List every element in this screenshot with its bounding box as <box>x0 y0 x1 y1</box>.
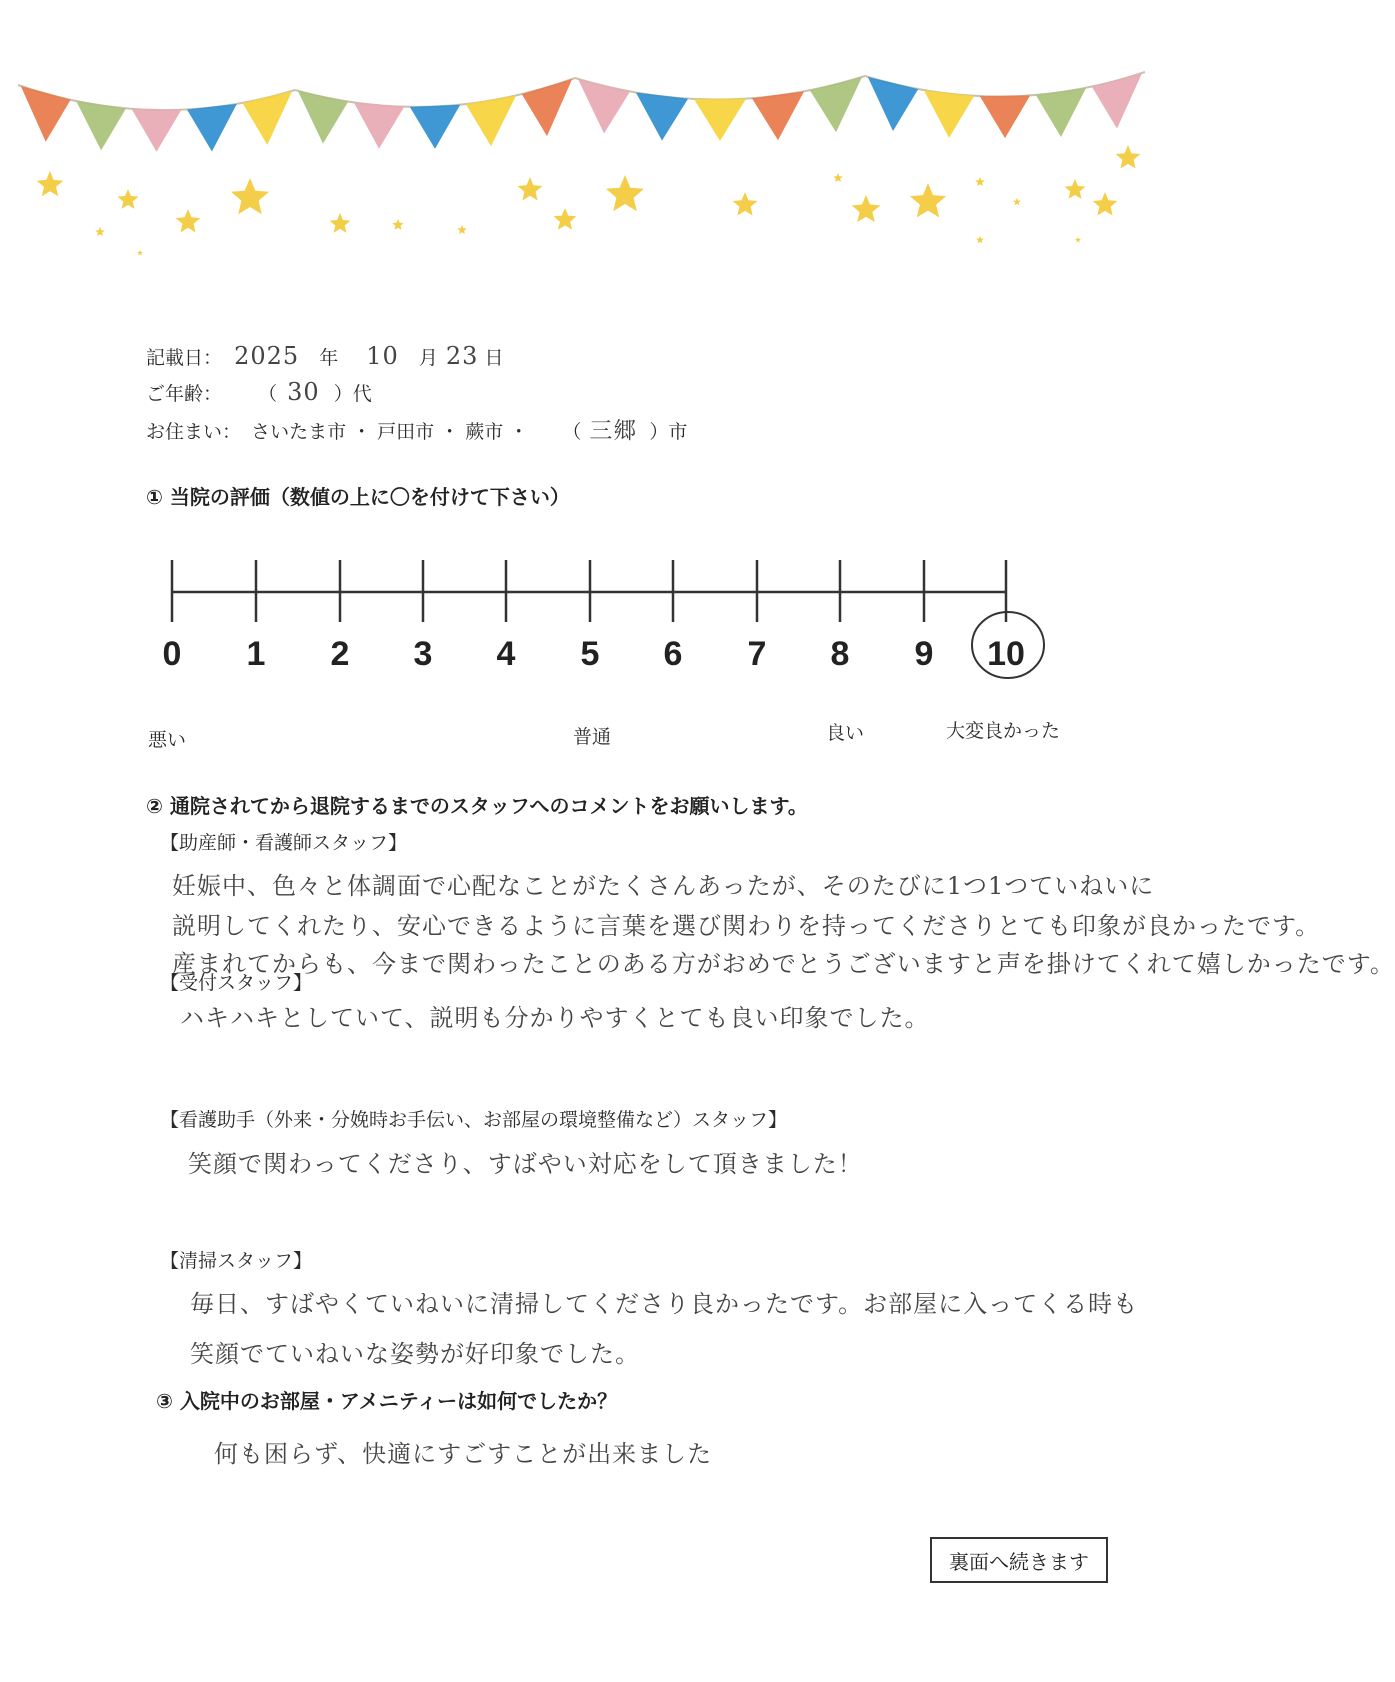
scale-number-4: 4 <box>496 635 516 673</box>
cleaning-comment-line-2: 笑顔でていねいな姿勢が好印象でした。 <box>190 1340 640 1368</box>
scale-number-6: 6 <box>663 635 683 673</box>
scale-label-normal: 普通 <box>573 726 612 748</box>
residence-value: 三郷 <box>589 418 638 444</box>
day-unit: 日 <box>484 347 504 369</box>
residence-label: お住まい： <box>146 421 242 443</box>
scale-number-3: 3 <box>413 635 433 673</box>
reception-label: 【受付スタッフ】 <box>160 972 313 994</box>
midwife-comment-line-3: 産まれてからも、今まで関わったことのある方がおめでとうございますと声を掛けてくれて嬉しかったです。 <box>172 950 1395 978</box>
age-close: ）代 <box>333 383 372 405</box>
scale-number-9: 9 <box>914 635 934 673</box>
midwife-comment-line-1: 妊娠中、色々と体調面で心配なことがたくさんあったが、そのたびに1つ1つていねいに <box>172 872 1155 900</box>
age-label: ご年齢： <box>146 383 223 405</box>
scale-number-7: 7 <box>747 635 767 673</box>
q3-title: ③ 入院中のお部屋・アメニティーは如何でしたか？ <box>156 1389 618 1413</box>
scale-number-0: 0 <box>162 635 182 673</box>
month-value: 10 <box>366 342 399 370</box>
scale-numbers <box>163 635 1025 673</box>
scale-label-bad: 悪い <box>148 729 187 751</box>
scale-number-1: 1 <box>246 635 266 673</box>
rating-scale <box>0 0 1190 760</box>
residence-close: ）市 <box>649 421 688 443</box>
scale-number-5: 5 <box>580 635 600 673</box>
age-open: （ <box>258 383 278 405</box>
cleaning-label: 【清掃スタッフ】 <box>160 1250 313 1272</box>
residence-open: （ <box>562 421 582 443</box>
scale-label-very-good: 大変良かった <box>946 720 1061 742</box>
q1-title: ① 当院の評価（数値の上に〇を付けて下さい） <box>146 485 570 509</box>
assistant-label: 【看護助手（外来・分娩時お手伝い、お部屋の環境整備など）スタッフ】 <box>160 1109 788 1131</box>
midwife-label: 【助産師・看護師スタッフ】 <box>160 832 408 854</box>
scale-label-good: 良い <box>826 722 865 744</box>
reception-comment-line-1: ハキハキとしていて、説明も分かりやすくとても良い印象でした。 <box>180 1004 930 1032</box>
month-unit: 月 <box>418 347 438 369</box>
scale-axis <box>172 560 1006 622</box>
q2-title: ② 通院されてから退院するまでのスタッフへのコメントをお願いします。 <box>146 794 808 818</box>
assistant-comment-line-1: 笑顔で関わってくださり、すばやい対応をして頂きました！ <box>188 1150 863 1178</box>
midwife-comment-line-2: 説明してくれたり、安心できるように言葉を選び関わりを持ってくださりとても印象が良かったです。 <box>172 912 1321 940</box>
scale-number-2: 2 <box>330 635 350 673</box>
day-value: 23 <box>445 342 479 370</box>
date-label: 記載日： <box>146 347 223 369</box>
age-value: 30 <box>287 378 320 406</box>
year-value: 2025 <box>234 342 300 370</box>
year-unit: 年 <box>319 347 339 369</box>
q3-answer-line-1: 何も困らず、快適にすごすことが出来ました <box>214 1440 713 1468</box>
residence-options: さいたま市 ・ 戸田市 ・ 蕨市 ・ <box>251 421 529 443</box>
scale-number-10: 10 <box>987 635 1025 673</box>
scale-number-8: 8 <box>830 635 850 673</box>
cleaning-comment-line-1: 毎日、すばやくていねいに清掃してくださり良かったです。お部屋に入ってくる時も <box>190 1290 1139 1318</box>
continue-notice: 裏面へ続きます <box>930 1537 1108 1583</box>
